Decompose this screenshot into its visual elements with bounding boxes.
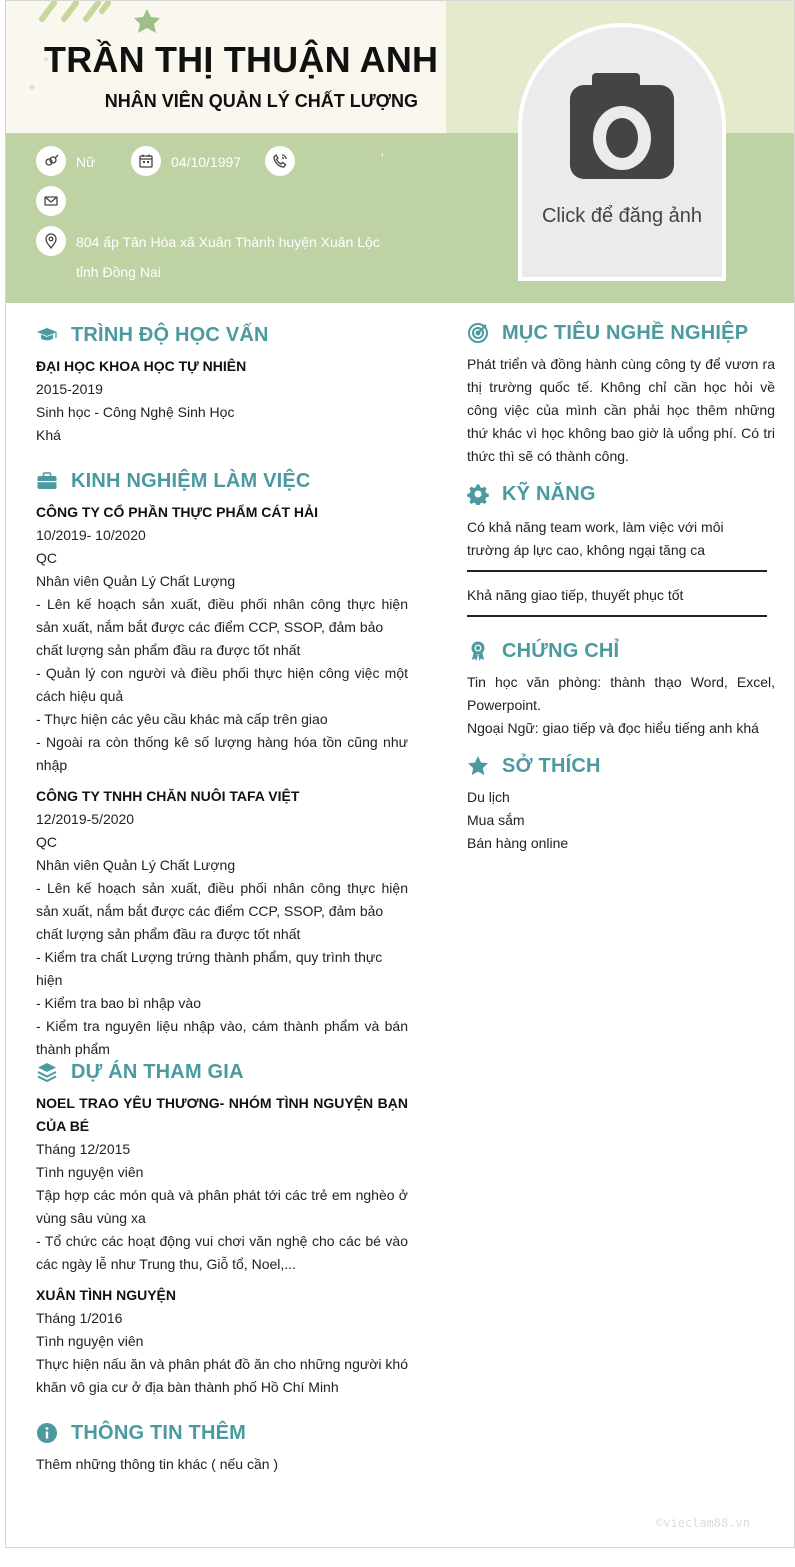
education-grade: Khá [36,427,61,443]
photo-upload[interactable] [518,23,726,281]
job-duty: - Ngoài ra còn thống kê số lượng hàng hóa tồn cũng như nhập [36,734,408,773]
hobbies-section [467,750,775,855]
hobby-item: Mua sắm [467,812,525,828]
location-pin-icon [36,226,66,256]
school-name: ĐẠI HỌC KHOA HỌC TỰ NHIÊN [36,358,247,374]
job-duty: chất lượng sản phẩm đầu ra được tốt nhất [36,926,301,942]
experience-section [36,465,408,1069]
hobby-item: Du lịch [467,789,510,805]
job-dept: QC [36,834,57,850]
job-role: Nhân viên Quản Lý Chất Lượng [36,573,236,589]
calendar-icon [131,146,161,176]
objective-heading: MỤC TIÊU NGHỀ NGHIỆP [502,321,749,344]
experience-heading: KINH NGHIỆM LÀM VIỆC [71,469,311,492]
education-major: Sinh học - Công Nghệ Sinh Học [36,404,235,420]
watermark: ©vieclam88.vn [656,1516,750,1530]
hobbies-heading: SỞ THÍCH [502,754,601,777]
projects-heading: DỰ ÁN THAM GIA [71,1060,244,1083]
skills-heading: KỸ NĂNG [502,482,596,505]
layers-icon [36,1061,58,1083]
project-time: Tháng 1/2016 [36,1310,123,1326]
job-entry [36,785,408,1061]
project-entry [36,1092,408,1276]
info-icon [36,1422,58,1444]
extra-info: Thêm những thông tin khác ( nếu cần ) [36,1456,279,1472]
project-time: Tháng 12/2015 [36,1141,131,1157]
job-period: 10/2019- 10/2020 [36,527,146,543]
star-icon [467,755,489,777]
education-years: 2015-2019 [36,381,103,397]
project-name: NOEL TRAO YÊU THƯƠNG- NHÓM TÌNH NGUYỆN BẠN CỦA BÉ [36,1095,408,1134]
job-role: Nhân viên Quản Lý Chất Lượng [36,857,236,873]
education-heading: TRÌNH ĐỘ HỌC VẤN [71,323,269,346]
gender-icon [36,146,66,176]
company-name: CÔNG TY TNHH CHĂN NUÔI TAFA VIỆT [36,788,300,804]
objective-section [467,317,775,468]
gender-value[interactable]: Nữ [76,154,96,170]
extra-section [36,1417,408,1476]
job-duty: chất lượng sản phẩm đầu ra được tốt nhất [36,642,301,658]
project-detail: - Tổ chức các hoạt động vui chơi văn nghệ cho các bé vào các ngày lễ như Trung thu, Giỗ tổ, Noel,... [36,1233,408,1272]
cv-page [5,0,795,1548]
phone-value[interactable]: ' [381,150,384,166]
hobby-item: Bán hàng online [467,835,569,851]
phone-icon [265,146,295,176]
award-icon [467,640,489,662]
gear-icon [467,483,489,505]
objective-text: Phát triển và đồng hành cùng công ty để vươn ra thị trường quốc tế. Không chỉ cần học hỏi về công việc của mình cần phải học thêm những thứ khác vì học không bao giờ là uổng phí. Có tri thức thì sẽ có thành công. [467,356,775,464]
skill-item: Khả năng giao tiếp, thuyết phục tốt [467,582,767,617]
certificate-item: Tin học văn phòng: thành thạo Word, Excel, Powerpoint. [467,674,775,713]
job-duty: - Kiểm tra nguyên liệu nhập vào, cám thành phẩm và bán thành phẩm [36,1018,408,1057]
job-title: NHÂN VIÊN QUẢN LÝ CHẤT LƯỢNG [104,91,418,111]
address-value[interactable]: 804 ấp Tân Hòa xã Xuân Thành huyện Xuân Lộc tỉnh Đồng Nai [76,234,380,280]
projects-section [36,1056,408,1407]
job-duty: - Kiểm tra bao bì nhập vào [36,995,201,1011]
project-detail: Tập hợp các món quà và phân phát tới các trẻ em nghèo ở vùng sâu vùng xa [36,1187,408,1226]
job-duty: - Quản lý con người và điều phối thực hiện công việc một cách hiệu quả [36,665,408,704]
birthday-value[interactable]: 04/10/1997 [171,154,242,170]
email-icon [36,186,66,216]
target-icon [467,322,489,344]
skills-section [467,478,775,627]
job-duty: - Lên kế hoạch sản xuất, điều phối nhân công thực hiện sản xuất, nắm bắt được các điểm CCP, SSOP, đảm bảo [36,880,408,919]
project-role: Tình nguyện viên [36,1333,144,1349]
briefcase-icon [36,470,58,492]
certificates-heading: CHỨNG CHỈ [502,639,620,662]
camera-icon [560,63,684,197]
skill-item: Có khả năng team work, làm việc với môi trường áp lực cao, không ngại tăng ca [467,514,767,572]
job-dept: QC [36,550,57,566]
certificate-item: Ngoại Ngữ: giao tiếp và đọc hiểu tiếng anh khá [467,720,759,736]
job-entry [36,501,408,777]
project-name: XUÂN TÌNH NGUYỆN [36,1287,177,1303]
job-duty: - Lên kế hoạch sản xuất, điều phối nhân công thực hiện sản xuất, nắm bắt được các điểm CCP, SSOP, đảm bảo [36,596,408,635]
extra-heading: THÔNG TIN THÊM [71,1421,247,1444]
project-role: Tình nguyện viên [36,1164,144,1180]
photo-caption: Click để đăng ảnh [541,205,703,227]
project-detail: Thực hiện nấu ăn và phân phát đồ ăn cho những người khó khăn vô gia cư ở địa bàn thành phố Hồ Chí Minh [36,1356,409,1395]
candidate-name: TRẦN THỊ THUẬN ANH [44,39,439,80]
job-period: 12/2019-5/2020 [36,811,135,827]
education-section [36,319,408,447]
job-duty: - Kiểm tra chất Lượng trứng thành phẩm, quy trình thực hiện [36,949,383,988]
graduation-cap-icon [36,324,58,346]
project-entry [36,1284,408,1399]
job-duty: - Thực hiện các yêu cầu khác mà cấp trên giao [36,711,328,727]
certificates-section [467,635,775,740]
company-name: CÔNG TY CỔ PHẦN THỰC PHẨM CÁT HẢI [36,504,319,520]
